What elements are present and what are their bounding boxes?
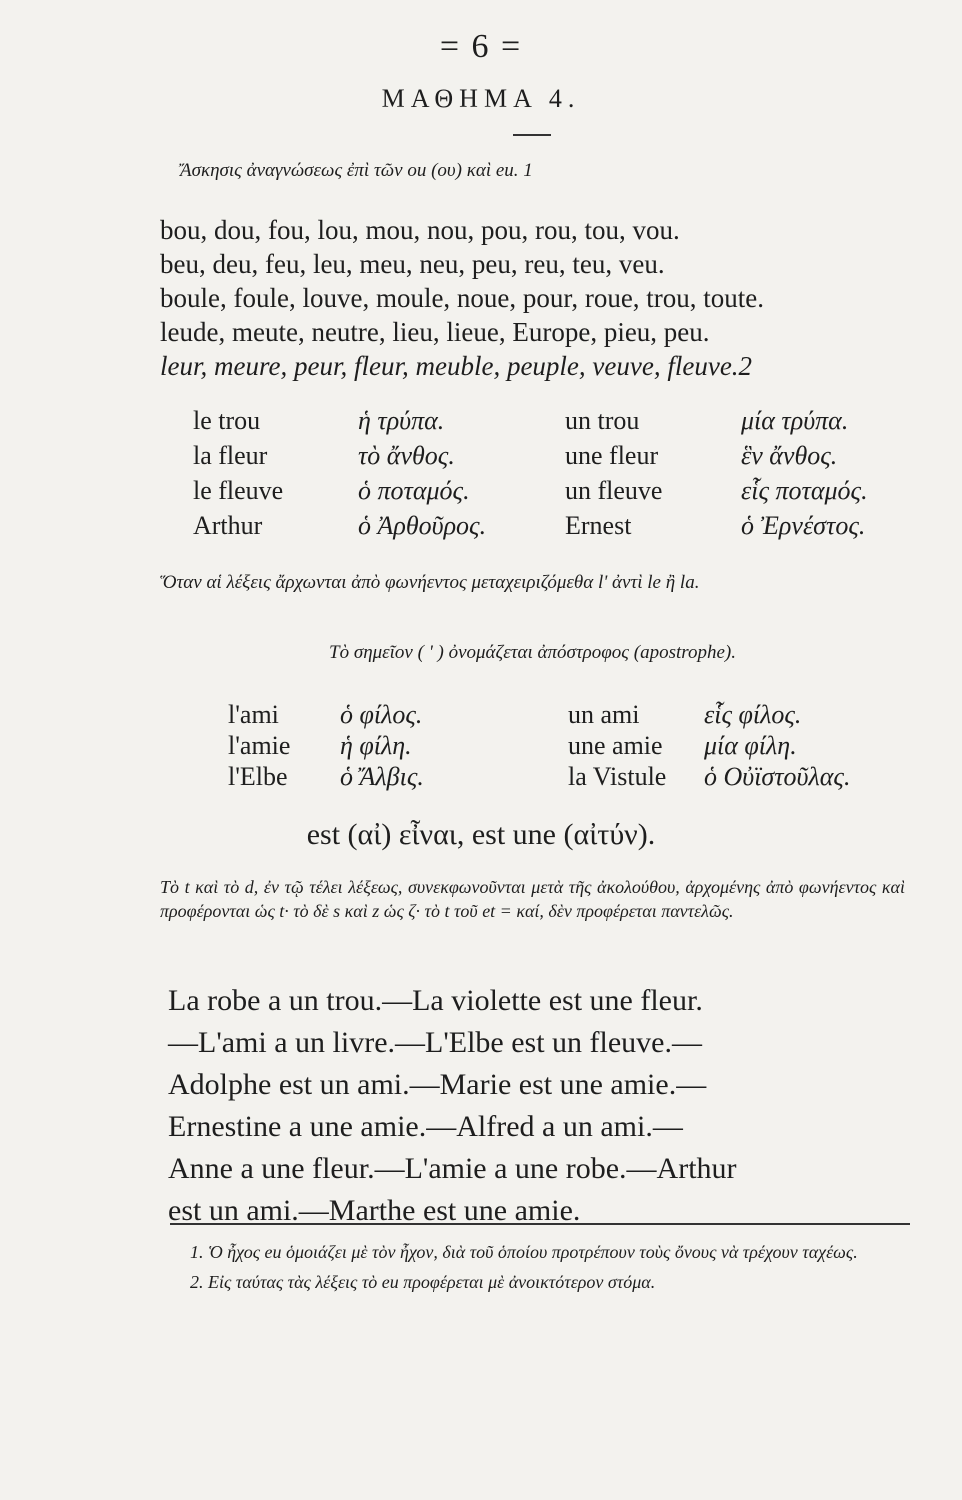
drill-line: boule, foule, louve, moule, noue, pour, roue, trou, toute.	[160, 283, 765, 313]
drill-line: bou, dou, fou, lou, mou, nou, pou, rou, tou, vou.	[160, 215, 680, 245]
footnote: 2. Εἰς ταύτας τὰς λέξεις τὸ eu προφέρεται μὲ ἀνοικτότερον στόμα.	[190, 1272, 656, 1292]
liaison-note: Τὸ t καὶ τὸ d, ἐν τῷ τέλει λέξεως, συνεκφωνοῦνται μετὰ τῆς ἀκολούθου, ἀρχομένης ἀπὸ φωνήεντος καὶ προφέρονται ὡς t· τὸ δὲ s καὶ z ὡς ζ· τὸ t τοῦ et = καί, δὲν προφέρεται παντελῶς.	[160, 877, 905, 921]
drill-line: leur, meure, peur, fleur, meuble, peuple, veuve, fleuve.2	[160, 351, 753, 381]
reading-line: Ernestine a une amie.—Alfred a un ami.—	[168, 1110, 683, 1143]
vocab-row	[193, 476, 913, 511]
french-word: Ernest	[565, 511, 632, 540]
exercise-heading: Ἄσκησις ἀναγνώσεως ἐπὶ τῶν ou (ου) καὶ eu. 1	[180, 160, 533, 181]
drill-line: beu, deu, feu, leu, meu, neu, peu, reu, teu, veu.	[160, 249, 665, 279]
french-word: le trou	[193, 406, 261, 435]
vocab-row	[193, 406, 913, 441]
drill-line: leude, meute, neutre, lieu, lieue, Europe, pieu, peu.	[160, 317, 710, 347]
reading-line: Adolphe est un ami.—Marie est une amie.—	[168, 1068, 707, 1101]
footnote: 1. Ὁ ἦχος eu ὁμοιάζει μὲ τὸν ἦχον, διὰ τοῦ ὁποίου προτρέπουν τοὺς ὄνους νὰ τρέχουν ταχέως.	[190, 1242, 858, 1262]
greek-word: ἡ φίλη.	[340, 731, 412, 760]
greek-word: ὁ Οὐϊστοῦλας.	[704, 762, 851, 791]
vocabulary-table	[193, 406, 913, 546]
reading-line: Anne a une fleur.—L'amie a une robe.—Arthur	[168, 1152, 737, 1185]
greek-word: μία τρύπα.	[741, 406, 849, 435]
french-word: l'Elbe	[228, 762, 288, 791]
french-word: Arthur	[193, 511, 263, 540]
vocab-row	[228, 731, 918, 762]
french-word: le fleuve	[193, 476, 284, 505]
reading-line: est un ami.—Marthe est une amie.	[168, 1194, 581, 1227]
greek-word: εἷς φίλος.	[704, 700, 802, 729]
french-word: un ami	[568, 700, 640, 729]
french-word: un trou	[565, 406, 640, 435]
french-word: une amie	[568, 731, 663, 760]
french-word: un fleuve	[565, 476, 663, 505]
apostrophe-note: Τὸ σημεῖον ( ' ) ὀνομάζεται ἀπόστροφος (apostrophe).	[329, 642, 736, 663]
page-number: = 6 =	[439, 28, 523, 65]
greek-word: ὁ Ἀρθοῦρος.	[358, 511, 487, 540]
vocab-row	[193, 511, 913, 546]
french-word: l'amie	[228, 731, 291, 760]
elision-rule: Ὅταν αἱ λέξεις ἄρχωνται ἀπὸ φωνήεντος μεταχειριζόμεθα l' ἀντὶ le ἢ la.	[160, 572, 700, 593]
reading-exercise	[168, 980, 910, 1232]
greek-word: ὁ Ἄλβις.	[340, 762, 424, 791]
title-divider	[513, 134, 551, 136]
greek-word: ἓν ἄνθος.	[741, 441, 838, 470]
reading-line: La robe a un trou.—La violette est une fleur.	[168, 984, 703, 1017]
lesson-title: ΜΑΘΗΜΑ 4.	[381, 84, 581, 113]
french-word: la fleur	[193, 441, 268, 470]
footnote-divider	[170, 1223, 910, 1225]
french-word: l'ami	[228, 700, 279, 729]
greek-word: ὁ φίλος.	[340, 700, 423, 729]
footnotes	[190, 1237, 910, 1297]
est-pronunciation-line: est (αἰ) εἶναι, est une (αἰτύν).	[306, 818, 656, 851]
greek-word: ὁ Ἐρνέστος.	[741, 511, 866, 540]
french-word: une fleur	[565, 441, 659, 470]
vocab-row	[193, 441, 913, 476]
greek-word: τὸ ἄνθος.	[358, 441, 455, 470]
greek-word: ἡ τρύπα.	[358, 406, 445, 435]
french-word: la Vistule	[568, 762, 667, 791]
reading-line: —L'ami a un livre.—L'Elbe est un fleuve.—	[168, 1026, 702, 1059]
vocab-row	[228, 700, 918, 731]
vocab-row	[228, 762, 918, 793]
greek-word: εἷς ποταμός.	[741, 476, 868, 505]
greek-word: μία φίλη.	[704, 731, 797, 760]
greek-word: ὁ ποταμός.	[358, 476, 470, 505]
elision-vocabulary-table	[228, 700, 918, 793]
